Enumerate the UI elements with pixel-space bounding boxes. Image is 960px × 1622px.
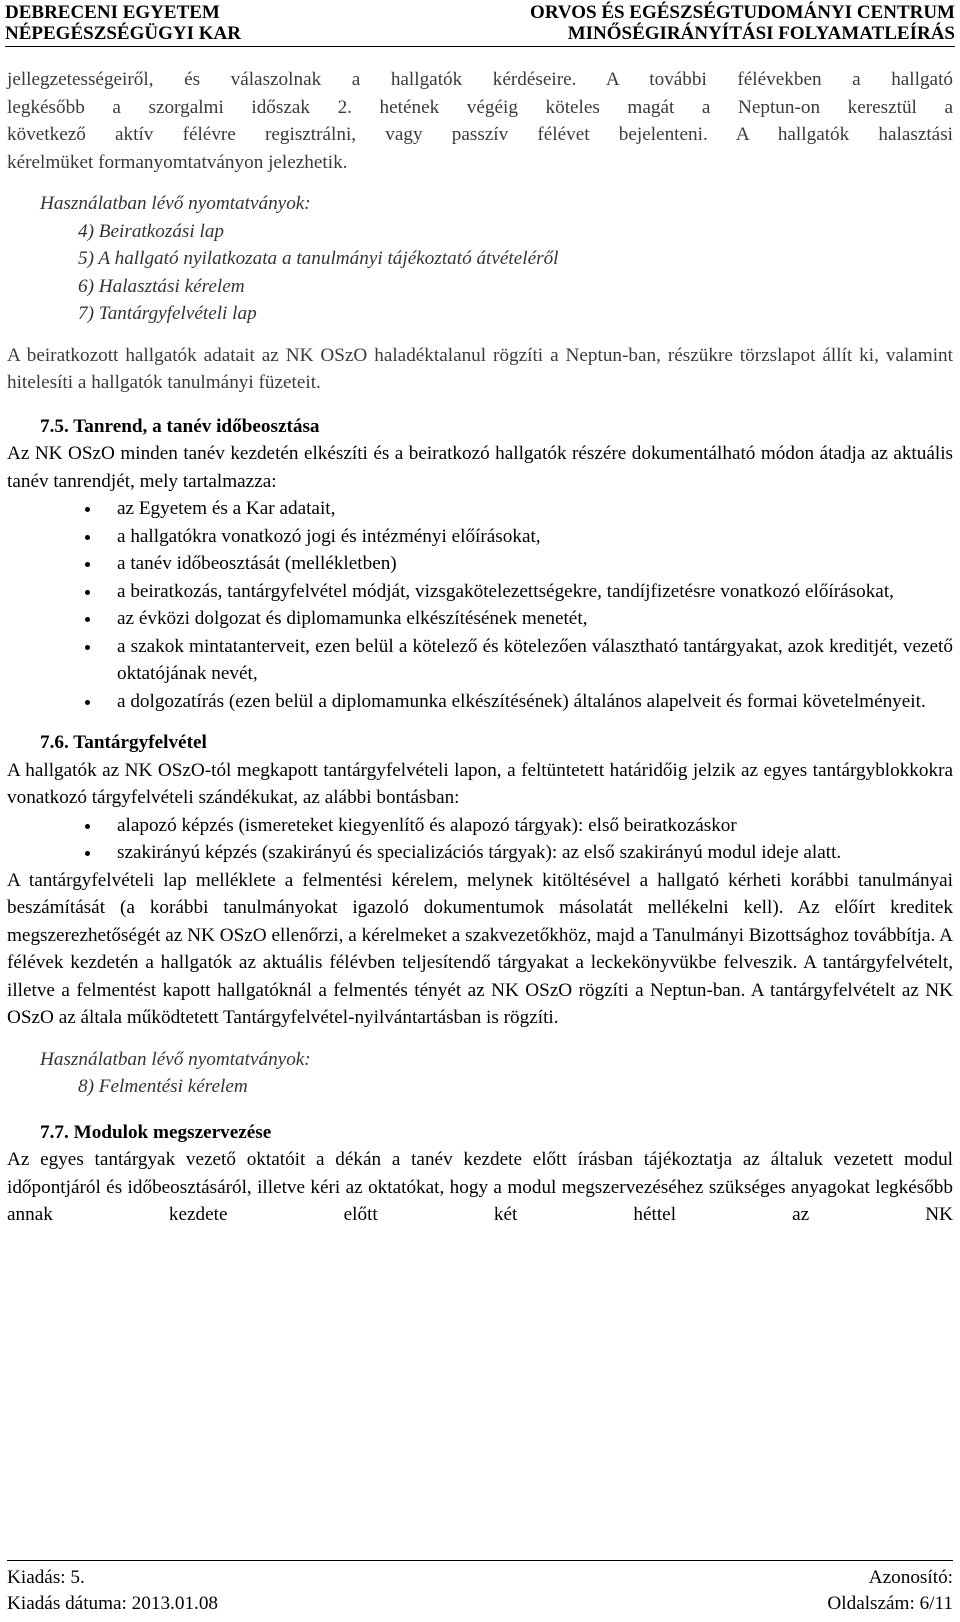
section-title: 7.7. Modulok megszervezése xyxy=(40,1121,272,1143)
document-type: MINŐSÉGIRÁNYÍTÁSI FOLYAMATLEÍRÁS xyxy=(567,23,955,44)
list-item: a hallgatókra vonatkozó jogi és intézményi előírásokat, xyxy=(7,523,953,551)
section-7-7 xyxy=(7,1119,953,1229)
tanrend-bullet-list xyxy=(7,495,953,715)
edition-date: Kiadás dátuma: 2013.01.08 xyxy=(7,1593,219,1614)
document-body xyxy=(7,66,953,1229)
edition-label: Kiadás: 5. xyxy=(7,1567,85,1588)
section-body: A tantárgyfelvételi lap melléklete a felmentési kérelem, melynek kitöltésével a hallgató kérheti korábbi tanulmányai beszámítását (a korábbi tanulmányokat igazoló dokumentumok másolatát mellékelni kell). Az előírt kreditek megszerezhetőségét az NK OSzO ellenőrzi, a kérelmeket a szakvezetőkhöz, majd a Tanulmányi Bizottsághoz továbbítja. A félévek kezdetén a hallgatók az aktuális félévben teljesítendő tárgyakat a leckekönyvükbe felveszik. A tantárgyfelvételt, illetve a felmentést kapott hallgatóknál a felmentés tényét az NK OSzO rögzíti a Neptun-ban. A tantárgyfelvételt az NK OSzO az általa működtetett Tantárgyfelvétel-nyilvántartásban is rögzíti. xyxy=(7,869,953,1028)
form-item: 8) Felmentési kérelem xyxy=(78,1076,248,1097)
list-item: alapozó képzés (ismereteket kiegyenlítő és alapozó tárgyak): első beiratkozáskor xyxy=(7,812,953,840)
page-header xyxy=(5,2,955,47)
list-item: a tanév időbeosztását (mellékletben) xyxy=(7,550,953,578)
registration-paragraph: A beiratkozott hallgatók adatait az NK OSzO haladéktalanul rögzíti a Neptun-ban, részükre törzslapot állít ki, valamint hitelesíti a hallgatók tanulmányi füzeteit. xyxy=(7,344,953,393)
forms-list-2 xyxy=(40,1046,953,1101)
tantargyfelvetel-bullet-list xyxy=(7,812,953,867)
intro-line: következő aktív félévre regisztrálni, vagy passzív félévet bejelenteni. A hallgatók halasztási xyxy=(7,124,953,145)
form-item: 4) Beiratkozási lap xyxy=(78,220,225,242)
list-item: szakirányú képzés (szakirányú és specializációs tárgyak): az első szakirányú modul ideje alatt. xyxy=(7,839,953,867)
section-body: Az egyes tantárgyak vezető oktatóit a dékán a tanév kezdete előtt írásban tájékoztatja az általuk vezetett modul időpontjáról és időbeosztásáról, illetve kéri az oktatókat, hogy a modul megszervezéséhez szükséges anyagokat legkésőbb annak kezdete előtt két héttel az NK xyxy=(7,1149,953,1225)
faculty-name: NÉPEGÉSZSÉGÜGYI KAR xyxy=(5,23,241,44)
forms-title: Használatban lévő nyomtatványok: xyxy=(40,193,311,214)
header-right xyxy=(530,2,955,44)
section-intro: Az NK OSzO minden tanév kezdetén elkészíti és a beiratkozó hallgatók részére dokumentálható módon átadja az aktuális tanév tanrendjét, mely tartalmazza: xyxy=(7,443,953,492)
forms-title: Használatban lévő nyomtatványok: xyxy=(40,1048,311,1070)
form-item: 5) A hallgató nyilatkozata a tanulmányi tájékoztató átvételéről xyxy=(78,248,559,269)
centre-name: ORVOS ÉS EGÉSZSÉGTUDOMÁNYI CENTRUM xyxy=(530,2,955,23)
page-footer xyxy=(7,1560,953,1617)
intro-line: jellegzetességeiről, és válaszolnak a hallgatók kérdéseire. A további félévekben a hallgató xyxy=(7,69,953,90)
form-item: 6) Halasztási kérelem xyxy=(78,275,245,297)
section-title: 7.6. Tantárgyfelvétel xyxy=(40,732,207,753)
intro-line: legkésőbb a szorgalmi időszak 2. hetének végéig köteles magát a Neptun-on keresztül a xyxy=(7,96,953,118)
list-item: az Egyetem és a Kar adatait, xyxy=(7,495,953,523)
header-left xyxy=(5,2,241,44)
form-item: 7) Tantárgyfelvételi lap xyxy=(78,303,257,324)
list-item: a beiratkozás, tantárgyfelvétel módját, vizsgakötelezettségekre, tandíjfizetésre vonatkozó előírásokat, xyxy=(7,578,953,606)
section-7-6 xyxy=(7,729,953,1101)
section-7-5 xyxy=(7,413,953,716)
university-name: DEBRECENI EGYETEM xyxy=(5,2,220,23)
intro-line: kérelmüket formanyomtatványon jelezhetik. xyxy=(7,151,348,173)
forms-list-1 xyxy=(40,190,953,328)
section-title: 7.5. Tanrend, a tanév időbeosztása xyxy=(40,415,320,437)
section-intro: A hallgatók az NK OSzO-tól megkapott tantárgyfelvételi lapon, a feltüntetett határidőig jelzik az egyes tantárgyblokkokra vonatkozó tárgyfelvételi szándékukat, az alábbi bontásban: xyxy=(7,759,953,808)
page-number: Oldalszám: 6/11 xyxy=(827,1593,953,1614)
list-item: a szakok mintatanterveit, ezen belül a kötelező és kötelezően választható tantárgyakat, azok kreditjét, vezető oktatójának nevét, xyxy=(7,633,953,688)
list-item: az évközi dolgozat és diplomamunka elkészítésének menetét, xyxy=(7,605,953,633)
identifier-label: Azonosító: xyxy=(868,1567,953,1588)
list-item: a dolgozatírás (ezen belül a diplomamunka elkészítésének) általános alapelveit és formai követelményeit. xyxy=(7,688,953,716)
